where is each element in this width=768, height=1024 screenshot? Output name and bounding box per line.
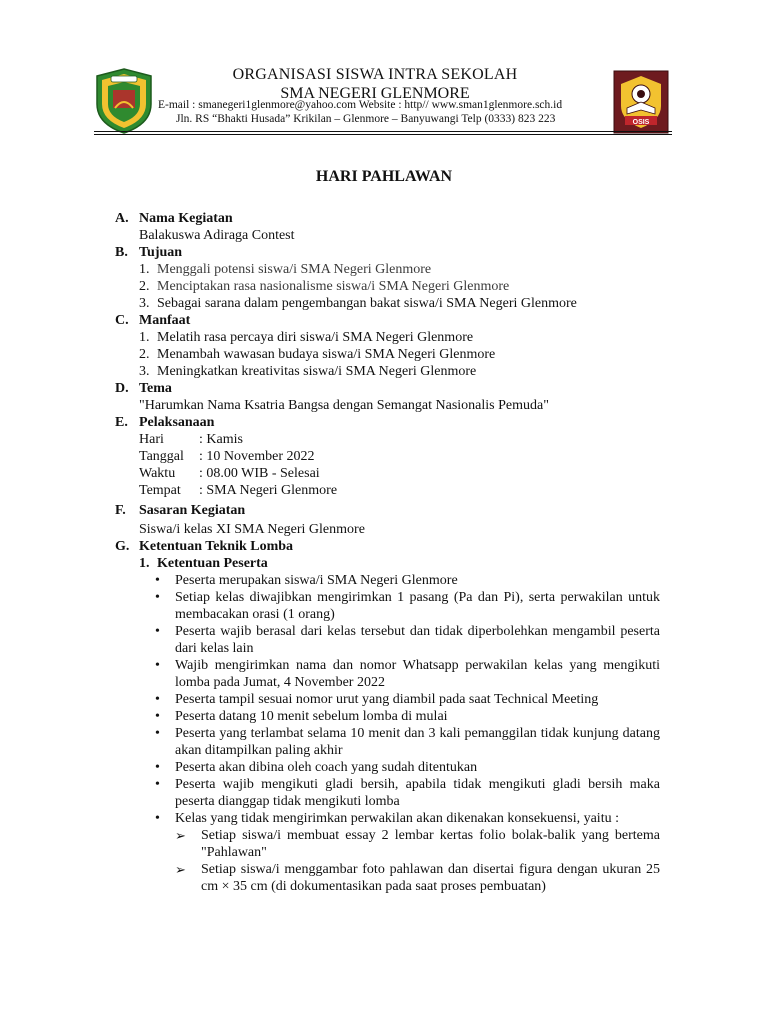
list-item xyxy=(139,363,660,380)
arrow-bullet-icon: ➢ xyxy=(175,862,186,877)
rule-text: Peserta datang 10 menit sebelum lomba di mulai xyxy=(175,709,448,724)
subsection-title: Ketentuan Peserta xyxy=(157,556,268,571)
section-letter: E. xyxy=(115,415,128,430)
rule-item xyxy=(155,725,660,759)
schedule-row-waktu xyxy=(139,465,660,482)
item-text: Menambah wawasan budaya siswa/i SMA Negeri Glenmore xyxy=(157,347,496,362)
rule-item xyxy=(155,589,660,623)
bullet-icon: • xyxy=(155,811,160,826)
schedule-row-hari xyxy=(139,431,660,448)
schedule-row-tempat xyxy=(139,482,660,499)
item-text: Menggali potensi siswa/i SMA Negeri Glenmore xyxy=(157,262,432,277)
rule-text: Peserta merupakan siswa/i SMA Negeri Glenmore xyxy=(175,573,458,588)
section-tujuan xyxy=(115,244,660,312)
list-item xyxy=(139,278,660,295)
item-number: 2. xyxy=(139,347,150,362)
rule-text: Wajib mengirimkan nama dan nomor Whatsapp perwakilan kelas yang mengikuti lomba pada Jumat, 4 November 2022 xyxy=(175,658,660,690)
rule-text: Peserta akan dibina oleh coach yang sudah ditentukan xyxy=(175,760,478,775)
list-item xyxy=(139,346,660,363)
item-text: Melatih rasa percaya diri siswa/i SMA Negeri Glenmore xyxy=(157,330,474,345)
rule-text: Peserta wajib berasal dari kelas tersebut dan tidak diperbolehkan mengambil peserta dari kelas lain xyxy=(175,624,660,656)
list-item xyxy=(139,329,660,346)
section-heading: Tema xyxy=(139,381,172,396)
contact-line: E-mail : smanegeri1glenmore@yahoo.com Website : http// www.sman1glenmore.sch.id xyxy=(158,99,563,111)
section-letter: B. xyxy=(115,245,128,260)
rule-item xyxy=(155,708,660,725)
section-letter: F. xyxy=(115,503,126,518)
list-item xyxy=(139,261,660,278)
section-heading: Sasaran Kegiatan xyxy=(139,503,246,518)
item-number: 1. xyxy=(139,262,150,277)
consequence-text: Setiap siswa/i menggambar foto pahlawan dan disertai figura dengan ukuran 25 cm × 35 cm (di dokumentasikan pada saat proses pembuatan) xyxy=(201,862,660,894)
item-number: 3. xyxy=(139,364,150,379)
item-text: Meningkatkan kreativitas siswa/i SMA Negeri Glenmore xyxy=(157,364,477,379)
schedule-value: : 10 November 2022 xyxy=(199,449,315,464)
letterhead-rule-thin xyxy=(94,134,672,135)
rule-item xyxy=(155,810,660,895)
organization-name: ORGANISASI SISWA INTRA SEKOLAH xyxy=(232,66,518,83)
schedule-key: Hari xyxy=(139,432,164,447)
bullet-icon: • xyxy=(155,760,160,775)
section-sasaran-kegiatan xyxy=(115,502,660,538)
item-text: Sebagai sarana dalam pengembangan bakat siswa/i SMA Negeri Glenmore xyxy=(157,296,577,311)
consequence-item xyxy=(175,827,660,861)
consequences-list xyxy=(175,827,660,895)
schedule-key: Tempat xyxy=(139,483,181,498)
section-letter: G. xyxy=(115,539,130,554)
rule-item xyxy=(155,759,660,776)
rule-item xyxy=(155,623,660,657)
schedule-key: Tanggal xyxy=(139,449,184,464)
rule-text: Peserta wajib mengikuti gladi bersih, apabila tidak mengikuti gladi bersih maka peserta dianggap tidak mengikuti lomba xyxy=(175,777,660,809)
section-letter: C. xyxy=(115,313,129,328)
osis-logo-text: OSIS xyxy=(632,119,650,126)
section-heading: Pelaksanaan xyxy=(139,415,215,430)
item-number: 3. xyxy=(139,296,150,311)
section-tema xyxy=(115,380,660,414)
subsection-heading xyxy=(139,555,660,572)
rule-item xyxy=(155,572,660,589)
section-ketentuan-teknik-lomba xyxy=(115,538,660,895)
subsection-number: 1. xyxy=(139,556,150,571)
rule-text: Peserta tampil sesuai nomor urut yang diambil pada saat Technical Meeting xyxy=(175,692,599,707)
rule-item xyxy=(155,657,660,691)
consequence-item xyxy=(175,861,660,895)
list-item xyxy=(139,295,660,312)
document-body xyxy=(115,210,660,895)
section-manfaat xyxy=(115,312,660,380)
bullet-icon: • xyxy=(155,624,160,639)
section-letter: D. xyxy=(115,381,129,396)
bullet-icon: • xyxy=(155,709,160,724)
rule-item xyxy=(155,691,660,708)
bullet-icon: • xyxy=(155,692,160,707)
bullet-icon: • xyxy=(155,590,160,605)
rule-text: Kelas yang tidak mengirimkan perwakilan akan dikenakan konsekuensi, yaitu : xyxy=(175,811,619,826)
schedule-row-tanggal xyxy=(139,448,660,465)
rules-list xyxy=(139,572,660,895)
section-heading: Nama Kegiatan xyxy=(139,211,233,226)
section-nama-kegiatan xyxy=(115,210,660,244)
section-heading: Manfaat xyxy=(139,313,191,328)
schedule-value: : Kamis xyxy=(199,432,243,447)
section-heading: Ketentuan Teknik Lomba xyxy=(139,539,294,554)
arrow-bullet-icon: ➢ xyxy=(175,828,186,843)
rule-text: Setiap kelas diwajibkan mengirimkan 1 pasang (Pa dan Pi), serta perwakilan untuk membacakan orasi (1 orang) xyxy=(175,590,660,622)
section-letter: A. xyxy=(115,211,129,226)
letterhead-rule-thick xyxy=(94,131,672,132)
bullet-icon: • xyxy=(155,573,160,588)
document-title: HARI PAHLAWAN xyxy=(315,168,453,185)
item-text: Menciptakan rasa nasionalisme siswa/i SMA Negeri Glenmore xyxy=(157,279,510,294)
item-number: 1. xyxy=(139,330,150,345)
section-text: Balakuswa Adiraga Contest xyxy=(139,228,295,243)
section-text: "Harumkan Nama Ksatria Bangsa dengan Semangat Nasionalis Pemuda" xyxy=(139,398,549,413)
bullet-icon: • xyxy=(155,726,160,741)
section-text: Siswa/i kelas XI SMA Negeri Glenmore xyxy=(139,522,365,537)
bullet-icon: • xyxy=(155,777,160,792)
schedule-value: : 08.00 WIB - Selesai xyxy=(199,466,320,481)
section-pelaksanaan xyxy=(115,414,660,499)
rule-item xyxy=(155,776,660,810)
consequence-text: Setiap siswa/i membuat essay 2 lembar kertas folio bolak-balik yang bertema "Pahlawan" xyxy=(201,828,660,860)
schedule-value: : SMA Negeri Glenmore xyxy=(199,483,338,498)
address-line: Jln. RS “Bhakti Husada” Krikilan – Glenmore – Banyuwangi Telp (0333) 823 223 xyxy=(176,113,556,125)
rule-text: Peserta yang terlambat selama 10 menit dan 3 kali pemanggilan tidak kunjung datang akan ditampilkan paling akhir xyxy=(175,726,660,758)
school-name: SMA NEGERI GLENMORE xyxy=(280,85,470,102)
bullet-icon: • xyxy=(155,658,160,673)
item-number: 2. xyxy=(139,279,150,294)
osis-logo xyxy=(613,70,669,134)
schedule-key: Waktu xyxy=(139,466,176,481)
section-heading: Tujuan xyxy=(139,245,183,260)
